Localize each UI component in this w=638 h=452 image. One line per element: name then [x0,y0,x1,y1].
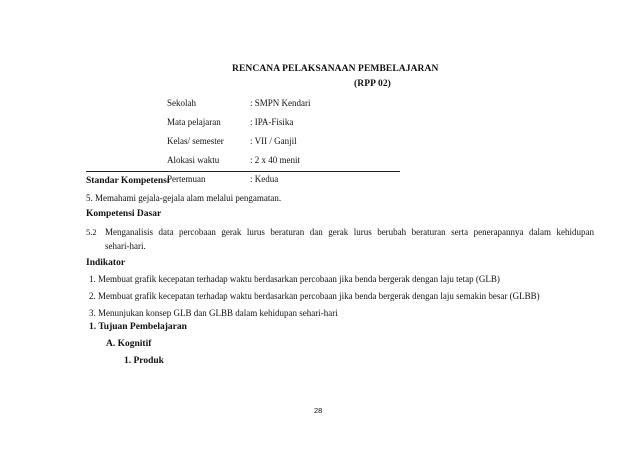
info-label: Pertemuan [167,174,206,184]
kompetensi-dasar-word: data [158,227,174,237]
tujuan-pembelajaran-heading: 1. Tujuan Pembelajaran [89,322,187,332]
kognitif-heading: A. Kognitif [106,339,152,349]
header-divider [86,171,400,172]
document-subtitle: (RPP 02) [354,79,391,89]
info-value: : VII / Ganjil [250,136,297,146]
kompetensi-dasar-word: beraturan [270,227,305,237]
kompetensi-dasar-heading: Kompetensi Dasar [86,209,162,219]
kompetensi-dasar-word: kehidupan [556,227,594,237]
info-label: Sekolah [167,98,196,108]
kompetensi-dasar-word: percobaan [178,227,216,237]
kompetensi-dasar-text-line1 [105,227,594,237]
kompetensi-dasar-word: penerapannya [473,227,524,237]
kompetensi-dasar-word: beraturan [411,227,446,237]
info-value: : 2 x 40 menit [250,155,300,165]
page-number: 28 [314,406,323,415]
indikator-item: 2. Membuat grafik kecepatan terhadap waktu berdasarkan percobaan jika benda bergerak dengan laju semakin besar (GLBB) [89,291,540,301]
kompetensi-dasar-word: serta [451,227,469,237]
produk-heading: 1. Produk [124,356,164,366]
info-label: Mata pelajaran [167,117,221,127]
standar-kompetensi-text: 5. Memahami gejala-gejala alam melalui pengamatan. [86,193,282,203]
info-label: Kelas/ semester [167,136,224,146]
info-value: : SMPN Kendari [250,98,311,108]
kompetensi-dasar-text-line2: sehari-hari. [105,241,146,251]
kompetensi-dasar-word: dalam [529,227,552,237]
kompetensi-dasar-word: gerak [328,227,349,237]
indikator-item: 3. Menunjukan konsep GLB dan GLBB dalam kehidupan sehari-hari [89,308,338,318]
kompetensi-dasar-word: lurus [353,227,372,237]
indikator-heading: Indikator [86,258,126,268]
kompetensi-dasar-number: 5.2 [86,227,97,237]
info-label: Alokasi waktu [167,155,220,165]
indikator-item: 1. Membuat grafik kecepatan terhadap waktu berdasarkan percobaan jika benda bergerak dengan laju tetap (GLB) [89,274,500,284]
kompetensi-dasar-word: berubah [377,227,407,237]
standar-kompetensi-heading: Standar Kompetensi [86,176,170,186]
info-value: : IPA-Fisika [250,117,294,127]
kompetensi-dasar-word: gerak [221,227,242,237]
kompetensi-dasar-word: lurus [246,227,265,237]
kompetensi-dasar-word: dan [309,227,323,237]
info-value: : Kedua [250,174,279,184]
document-title: RENCANA PELAKSANAAN PEMBELAJARAN [232,64,439,74]
kompetensi-dasar-word: Menganalisis [105,227,153,237]
